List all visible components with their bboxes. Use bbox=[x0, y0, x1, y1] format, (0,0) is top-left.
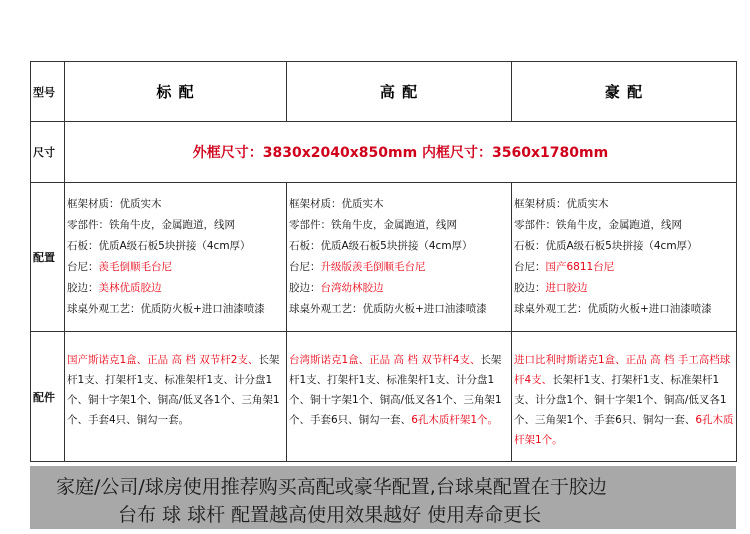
acc-highlight: 国产斯诺克1盒、正品 高 档 双节杆2支、 bbox=[67, 354, 259, 366]
acc-highlight: 台湾斯诺克1盒、正品 高 档 双节杆4支、 bbox=[289, 354, 481, 366]
cloth-value: 国产6811台尼 bbox=[545, 261, 615, 273]
acc-highlight-2: 6孔木质杆架1个。 bbox=[514, 414, 734, 446]
config-high bbox=[287, 183, 512, 332]
config-luxury bbox=[512, 183, 737, 332]
accessories-standard bbox=[65, 332, 287, 462]
accessories-row bbox=[31, 332, 737, 462]
rubber-value: 美林优质胶边 bbox=[98, 282, 162, 294]
config-cloth bbox=[67, 257, 286, 278]
rubber-label: 胶边： bbox=[514, 282, 546, 294]
header-high: 高 配 bbox=[287, 62, 512, 122]
config-slate: 石板：优质A级石板5块拼接（4cm厚） bbox=[289, 240, 473, 252]
config-frame: 框架材质：优质实木 bbox=[67, 198, 162, 210]
size-label: 尺寸 bbox=[31, 122, 65, 183]
size-text: 外框尺寸：3830x2040x850mm 内框尺寸：3560x1780mm bbox=[65, 122, 737, 183]
config-rubber bbox=[67, 278, 286, 299]
config-parts: 零部件：铁角牛皮，金属跑道，线网 bbox=[67, 219, 235, 231]
config-slate: 石板：优质A级石板5块拼接（4cm厚） bbox=[514, 240, 698, 252]
header-standard: 标 配 bbox=[65, 62, 287, 122]
config-rubber bbox=[289, 278, 511, 299]
config-finish: 球桌外观工艺：优质防火板+进口油漆喷漆 bbox=[514, 303, 712, 315]
cloth-label: 台尼： bbox=[67, 261, 99, 273]
config-frame: 框架材质：优质实木 bbox=[289, 198, 384, 210]
cloth-value: 升级版羡毛倒顺毛台尼 bbox=[320, 261, 426, 273]
config-cloth bbox=[289, 257, 511, 278]
acc-text: 长架杆1支、打架杆1支、标准架杆1支、计分盘1个、铜十字架1个、铜高/低叉各1个、三角架1个、手套4只、铜勾一套。 bbox=[67, 354, 280, 426]
config-parts: 零部件：铁角牛皮，金属跑道，线网 bbox=[289, 219, 457, 231]
cloth-label: 台尼： bbox=[514, 261, 546, 273]
rubber-value: 进口胶边 bbox=[545, 282, 588, 294]
config-rubber bbox=[514, 278, 736, 299]
cloth-label: 台尼： bbox=[289, 261, 321, 273]
banner-line-1: 家庭/公司/球房使用推荐购买高配或豪华配置,台球桌配置在于胶边 bbox=[56, 476, 607, 498]
config-slate: 石板：优质A级石板5块拼接（4cm厚） bbox=[67, 240, 251, 252]
config-parts: 零部件：铁角牛皮，金属跑道，线网 bbox=[514, 219, 682, 231]
accessories-high bbox=[287, 332, 512, 462]
header-row bbox=[31, 62, 737, 122]
banner-line-2: 台布 球 球杆 配置越高使用效果越好 使用寿命更长 bbox=[118, 504, 542, 526]
config-label: 配置 bbox=[31, 183, 65, 332]
acc-highlight-2: 6孔木质杆架1个。 bbox=[411, 414, 499, 426]
config-frame: 框架材质：优质实木 bbox=[514, 198, 609, 210]
recommendation-banner bbox=[30, 466, 736, 529]
config-standard bbox=[65, 183, 287, 332]
config-cloth bbox=[514, 257, 736, 278]
acc-text: 长架杆1支、打架杆1支、标准架杆1支、计分盘1个、铜十字架1个、铜高/低叉各1个、三角架1个、手套6只、铜勾一套、 bbox=[289, 354, 502, 426]
acc-text: 长架杆1支、打架杆1支、标准架杆1支、计分盘1个、铜十字架1个、铜高/低叉各1个、三角架1个、手套6只、铜勾一套、 bbox=[514, 374, 727, 426]
rubber-label: 胶边： bbox=[289, 282, 321, 294]
accessories-luxury bbox=[512, 332, 737, 462]
model-label: 型号 bbox=[31, 62, 65, 122]
rubber-value: 台湾幼林胶边 bbox=[320, 282, 384, 294]
cloth-value: 羡毛倒顺毛台尼 bbox=[98, 261, 172, 273]
config-finish: 球桌外观工艺：优质防火板+进口油漆喷漆 bbox=[289, 303, 487, 315]
spec-table bbox=[30, 61, 737, 462]
size-row bbox=[31, 122, 737, 183]
rubber-label: 胶边： bbox=[67, 282, 99, 294]
config-finish: 球桌外观工艺：优质防火板+进口油漆喷漆 bbox=[67, 303, 265, 315]
accessories-label: 配件 bbox=[31, 332, 65, 462]
acc-highlight: 进口比利时斯诺克1盒、正品 高 档 手工高档球杆4支、 bbox=[514, 354, 731, 386]
header-luxury: 豪 配 bbox=[512, 62, 737, 122]
config-row bbox=[31, 183, 737, 332]
